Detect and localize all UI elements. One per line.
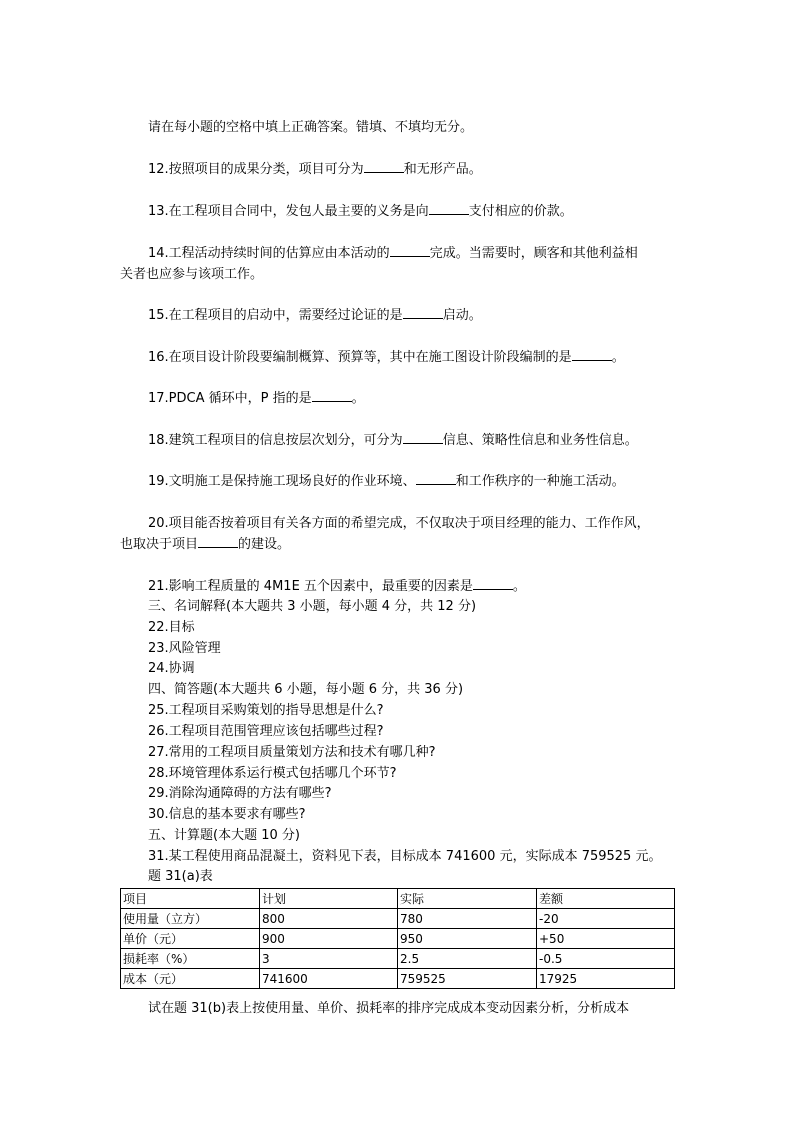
question-16: [120, 348, 625, 368]
q20-text-pre: 也取决于项目: [120, 537, 199, 552]
table-row: [121, 929, 675, 949]
q13-text-pre: 13.在工程项目合同中，发包人最主要的义务是向: [148, 204, 429, 219]
question-25: 25.工程项目采购策划的指导思想是什么?: [148, 703, 384, 718]
q14-text-post: 完成。当需要时，顾客和其他利益相: [429, 246, 638, 261]
q12-text-post: 和无形产品。: [403, 162, 482, 177]
q16-text-post: 。: [611, 350, 625, 365]
section-4-heading: 四、简答题(本大题共 6 小题，每小题 6 分，共 36 分): [148, 682, 464, 697]
table-row: [121, 949, 675, 969]
table-header-cell: 计划: [260, 889, 398, 909]
question-15: [120, 306, 482, 326]
table-header-row: [121, 889, 675, 909]
table-cell: 单价（元）: [121, 929, 260, 949]
q19-blank: [416, 472, 456, 485]
question-14-line2: 关者也应参与该项工作。: [120, 267, 264, 282]
question-18: [120, 431, 638, 451]
q17-text-pre: 17.PDCA 循环中，P 指的是: [148, 391, 312, 406]
section-5-heading: 五、计算题(本大题 10 分): [148, 828, 300, 843]
q19-text-pre: 19.文明施工是保持施工现场良好的作业环境、: [148, 474, 416, 489]
table-cell: 17925: [537, 969, 675, 989]
q20-text-post: 的建设。: [238, 537, 291, 552]
table-cell: +50: [537, 929, 675, 949]
q12-blank: [364, 160, 404, 173]
q13-blank: [429, 202, 469, 215]
q21-text-pre: 21.影响工程质量的 4M1E 五个因素中，最重要的因素是: [148, 579, 473, 594]
q12-text-pre: 12.按照项目的成果分类，项目可分为: [148, 162, 364, 177]
q18-text-pre: 18.建筑工程项目的信息按层次划分，可分为: [148, 433, 403, 448]
question-23: 23.风险管理: [148, 641, 221, 656]
q16-blank: [572, 348, 612, 361]
question-28: 28.环境管理体系运行模式包括哪几个环节?: [148, 766, 397, 781]
table-header-cell: 差额: [537, 889, 675, 909]
q18-blank: [403, 431, 443, 444]
table-cell: 2.5: [398, 949, 537, 969]
q16-text-pre: 16.在项目设计阶段要编制概算、预算等，其中在施工图设计阶段编制的是: [148, 350, 572, 365]
q21-text-post: 。: [512, 579, 526, 594]
q15-text-post: 启动。: [442, 308, 482, 323]
q21-blank: [473, 577, 513, 590]
table-cell: -0.5: [537, 949, 675, 969]
q19-text-post: 和工作秩序的一种施工活动。: [455, 474, 625, 489]
table-row: [121, 969, 675, 989]
question-20-line1: 20.项目能否按着项目有关各方面的希望完成，不仅取决于项目经理的能力、工作作风，: [148, 516, 650, 531]
question-27: 27.常用的工程项目质量策划方法和技术有哪几种?: [148, 745, 436, 760]
table-cell: 损耗率（%）: [121, 949, 260, 969]
q18-text-post: 信息、策略性信息和业务性信息。: [442, 433, 638, 448]
q17-text-post: 。: [351, 391, 365, 406]
table-cell: 780: [398, 909, 537, 929]
table-cell: 3: [260, 949, 398, 969]
question-12: [120, 160, 482, 180]
table-cell: 900: [260, 929, 398, 949]
cost-table: [120, 888, 675, 989]
table-cell: -20: [537, 909, 675, 929]
question-26: 26.工程项目范围管理应该包括哪些过程?: [148, 724, 384, 739]
q17-blank: [312, 389, 352, 402]
q15-text-pre: 15.在工程项目的启动中，需要经过论证的是: [148, 308, 403, 323]
question-20-line2: [120, 535, 290, 555]
instruction-text: 请在每小题的空格中填上正确答案。错填、不填均无分。: [148, 120, 474, 135]
table-cell: 741600: [260, 969, 398, 989]
table-cell: 使用量（立方）: [121, 909, 260, 929]
question-22: 22.目标: [148, 620, 195, 635]
question-21: [120, 577, 526, 597]
table-header-cell: 实际: [398, 889, 537, 909]
question-17: [120, 389, 365, 409]
question-14: [120, 244, 638, 264]
question-19: [120, 472, 625, 492]
table-cell: 759525: [398, 969, 537, 989]
table-header-cell: 项目: [121, 889, 260, 909]
table-row: [121, 909, 675, 929]
q14-text-pre: 14.工程活动持续时间的估算应由本活动的: [148, 246, 390, 261]
q13-text-post: 支付相应的价款。: [468, 204, 573, 219]
table-caption: 题 31(a)表: [148, 869, 213, 884]
table-cell: 800: [260, 909, 398, 929]
q20-blank: [198, 535, 238, 548]
after-table-text: 试在题 31(b)表上按使用量、单价、损耗率的排序完成成本变动因素分析，分析成本: [148, 1001, 630, 1016]
q15-blank: [403, 306, 443, 319]
table-cell: 950: [398, 929, 537, 949]
question-13: [120, 202, 573, 222]
question-30: 30.信息的基本要求有哪些?: [148, 807, 306, 822]
table-cell: 成本（元）: [121, 969, 260, 989]
question-24: 24.协调: [148, 661, 195, 676]
section-3-heading: 三、名词解释(本大题共 3 小题，每小题 4 分，共 12 分): [148, 599, 477, 614]
question-31: 31.某工程使用商品混凝土，资料见下表，目标成本 741600 元，实际成本 759525 元。: [148, 849, 662, 864]
question-29: 29.消除沟通障碍的方法有哪些?: [148, 786, 332, 801]
q14-blank: [390, 244, 430, 257]
